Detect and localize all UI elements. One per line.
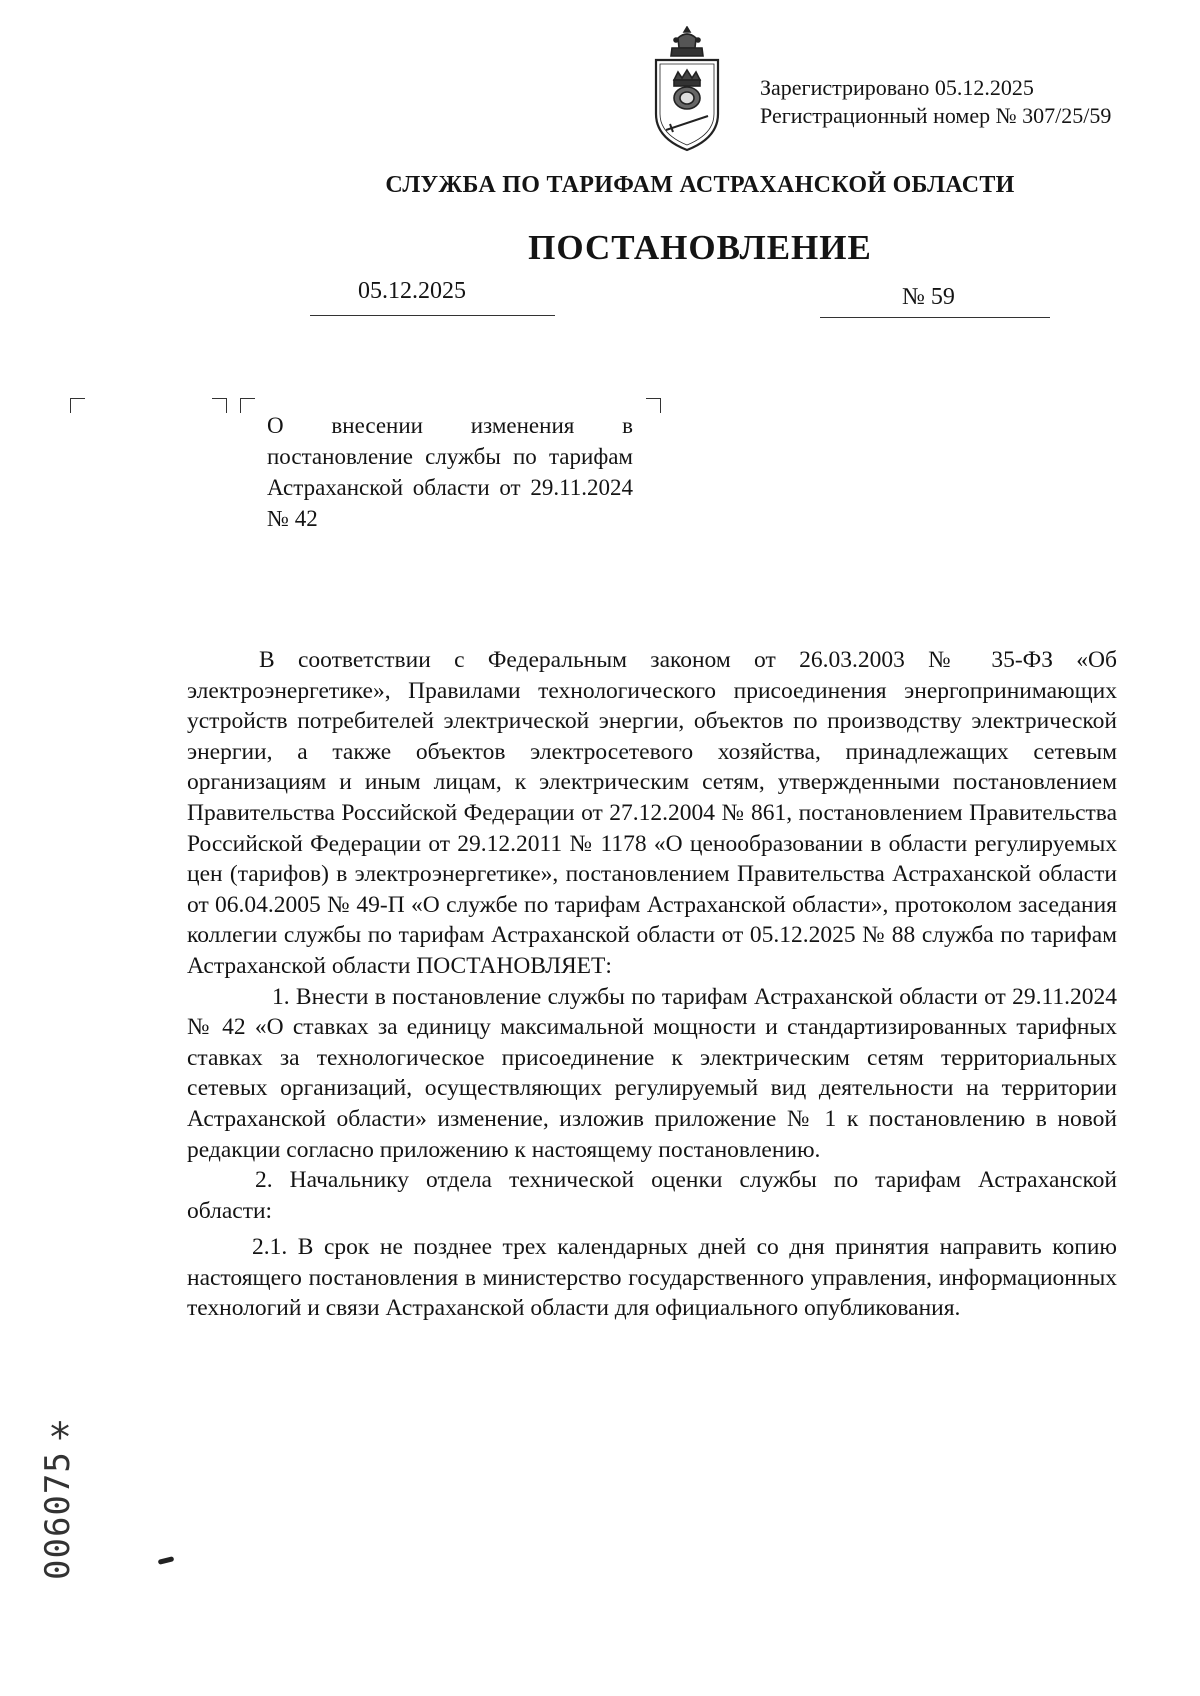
registration-date: Зарегистрировано 05.12.2025 <box>760 75 1034 100</box>
body-paragraph-item-2: 2. Начальнику отдела технической оценки службы по тарифам Астраханской области: <box>187 1167 1117 1224</box>
document-number: № 59 <box>820 284 1050 318</box>
corner-bracket <box>240 398 255 413</box>
document-body <box>187 645 1117 1324</box>
body-paragraph-preamble: В соответствии с Федеральным законом от 26.03.2003 № 35-ФЗ «Об электроэнергетике», Правилами технологического присоединения энергопринимающих устройств потребителей электрической энергии, объектов по производству электрической энергии, а также объектов электросетевого хозяйства, принадлежащих сетевым организациям и иным лицам, к электрическим сетям, утвержденными постановлением Правительства Российской Федерации от 27.12.2004 № 861, постановлением Правительства Российской Федерации от 29.12.2011 № 1178 «О ценообразовании в области регулируемых цен (тарифов) в электроэнергетике», постановлением Правительства Астраханской области от 06.04.2005 № 49-П «О службе по тарифам Астраханской области», протоколом заседания коллегии службы по тарифам Астраханской области от 05.12.2025 № 88 служба по тарифам Астраханской области ПОСТАНОВЛЯЕТ: <box>187 647 1117 979</box>
document-date: 05.12.2025 <box>310 278 555 316</box>
body-paragraph-item-2-1: 2.1. В срок не позднее трех календарных дней со дня принятия направить копию настоящего постановления в министерство государственного управления, информационных технологий и связи Астраханской области для официального опубликования. <box>187 1234 1117 1322</box>
corner-bracket <box>212 398 227 413</box>
document-subject: О внесении изменения в постановление службы по тарифам Астраханской области от 29.11.2024 № 42 <box>267 413 633 531</box>
margin-star-mark: * <box>50 1415 70 1461</box>
registration-stamp <box>760 74 1111 130</box>
scan-ink-mark <box>158 1556 175 1565</box>
registration-number: Регистрационный номер № 307/25/59 <box>760 103 1112 128</box>
astrakhan-coat-of-arms-icon <box>648 26 726 156</box>
document-type-title: ПОСТАНОВЛЕНИЕ <box>528 228 872 267</box>
margin-serial-number: 006075 <box>38 1451 78 1580</box>
agency-name: СЛУЖБА ПО ТАРИФАМ АСТРАХАНСКОЙ ОБЛАСТИ <box>385 172 1015 198</box>
corner-bracket-left <box>70 398 85 413</box>
body-paragraph-item-1: 1. Внести в постановление службы по тарифам Астраханской области от 29.11.2024 № 42 «О ставках за единицу максимальной мощности и стандартизированных тарифных ставках за технологическое присоединение к электрическим сетям территориальных сетевых организаций, осуществляющих регулируемый вид деятельности на территории Астраханской области» изменение, изложив приложение № 1 к постановлению в новой редакции согласно приложению к настоящему постановлению. <box>187 983 1117 1163</box>
corner-bracket-right <box>646 398 661 413</box>
